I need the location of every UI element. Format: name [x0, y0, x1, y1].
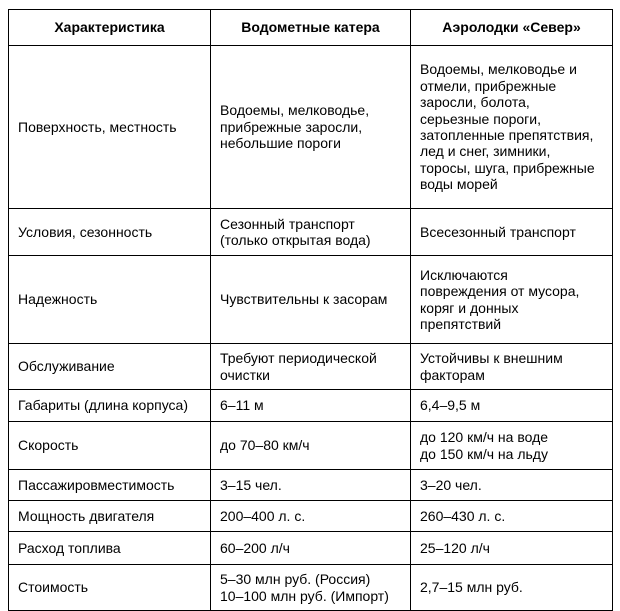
comparison-table: [8, 9, 613, 611]
comparison-table-container: [8, 9, 613, 611]
hovercraft-cell: 6,4–9,5 м: [411, 390, 613, 422]
row-label: Пассажировместимость: [9, 470, 211, 501]
hovercraft-cell: 260–430 л. с.: [411, 501, 613, 532]
hovercraft-cell: Водоемы, мелководье и отмели, прибрежные заросли, болота, серьезные пороги, затопленные препятствия, лед и снег, зимники, торосы, шуга, прибрежные воды морей: [411, 46, 613, 209]
boats-cell: 200–400 л. с.: [211, 501, 411, 532]
boats-cell: 3–15 чел.: [211, 470, 411, 501]
boats-cell: Чувствительны к засорам: [211, 256, 411, 344]
boats-cell: 6–11 м: [211, 390, 411, 422]
row-label: Поверхность, местность: [9, 46, 211, 209]
hovercraft-cell: 2,7–15 млн руб.: [411, 565, 613, 611]
row-label: Стоимость: [9, 565, 211, 611]
hovercraft-cell: 3–20 чел.: [411, 470, 613, 501]
row-label: Габариты (длина корпуса): [9, 390, 211, 422]
header-boats: Водометные катера: [211, 10, 411, 46]
table-header-row: [9, 10, 613, 46]
table-row: [9, 390, 613, 422]
table-row: [9, 46, 613, 209]
row-label: Обслуживание: [9, 344, 211, 390]
boats-cell: 5–30 млн руб. (Россия) 10–100 млн руб. (Импорт): [211, 565, 411, 611]
hovercraft-cell: до 120 км/ч на воде до 150 км/ч на льду: [411, 422, 613, 470]
boats-cell: Требуют периодической очистки: [211, 344, 411, 390]
boats-cell: 60–200 л/ч: [211, 532, 411, 565]
table-row: [9, 501, 613, 532]
row-label: Мощность двигателя: [9, 501, 211, 532]
boats-cell: Сезонный транспорт (только открытая вода): [211, 209, 411, 256]
table-row: [9, 209, 613, 256]
table-row: [9, 532, 613, 565]
boats-cell: до 70–80 км/ч: [211, 422, 411, 470]
hovercraft-cell: Исключаются повреждения от мусора, коряг и донных препятствий: [411, 256, 613, 344]
header-hovercraft: Аэролодки «Север»: [411, 10, 613, 46]
header-characteristic: Характеристика: [9, 10, 211, 46]
row-label: Расход топлива: [9, 532, 211, 565]
hovercraft-cell: Всесезонный транспорт: [411, 209, 613, 256]
table-row: [9, 344, 613, 390]
row-label: Скорость: [9, 422, 211, 470]
hovercraft-cell: Устойчивы к внешним факторам: [411, 344, 613, 390]
table-row: [9, 256, 613, 344]
hovercraft-cell: 25–120 л/ч: [411, 532, 613, 565]
table-row: [9, 565, 613, 611]
row-label: Надежность: [9, 256, 211, 344]
row-label: Условия, сезонность: [9, 209, 211, 256]
boats-cell: Водоемы, мелководье, прибрежные заросли, небольшие пороги: [211, 46, 411, 209]
table-row: [9, 470, 613, 501]
table-row: [9, 422, 613, 470]
